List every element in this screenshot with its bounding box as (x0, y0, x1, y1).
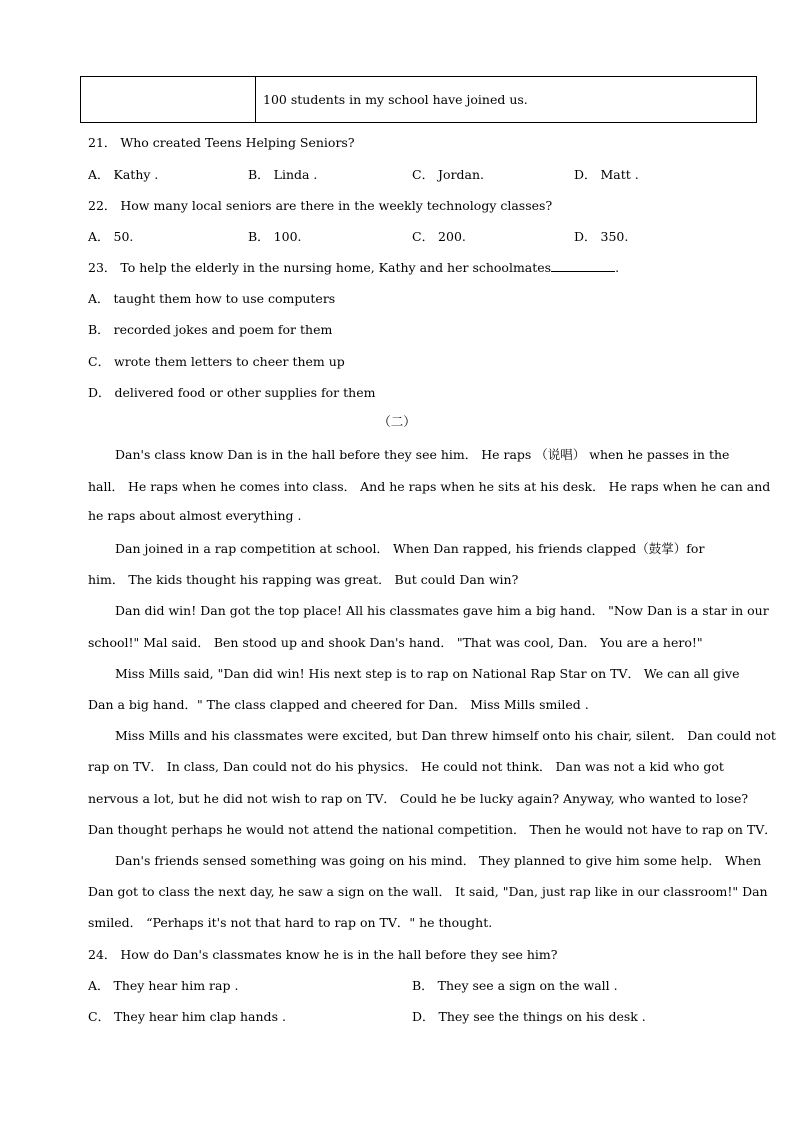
q21-option-d[interactable]: D． Matt . (574, 167, 639, 182)
question-21: 21． Who created Teens Helping Seniors? (88, 135, 355, 150)
passage-line: Dan got to class the next day, he saw a sign on the wall． It said, "Dan, just rap like in our classroom!" Dan (88, 884, 768, 899)
passage-line: Dan joined in a rap competition at school． When Dan rapped, his friends clapped（鼓掌）for (115, 541, 705, 556)
q24-option-d[interactable]: D． They see the things on his desk . (412, 1009, 646, 1024)
answer-table (80, 76, 757, 123)
passage-line: nervous a lot, but he did not wish to rap on TV． Could he be lucky again? Anyway, who wanted to lose? (88, 791, 749, 806)
q21-option-b[interactable]: B． Linda . (248, 167, 318, 182)
q23-option-d[interactable]: D． delivered food or other supplies for them (88, 385, 376, 400)
q23-option-c[interactable]: C． wrote them letters to cheer them up (88, 354, 345, 369)
passage-line: Dan's class know Dan is in the hall before they see him． He raps （说唱） when he passes in the (115, 447, 730, 462)
q22-option-c[interactable]: C． 200. (412, 229, 466, 244)
passage-line: smiled． “Perhaps it's not that hard to rap on TV．" he thought. (88, 915, 493, 930)
q23-stem: 23． To help the elderly in the nursing home, Kathy and her schoolmates (88, 260, 552, 275)
q24-option-a[interactable]: A． They hear him rap . (88, 978, 239, 993)
passage-line: he raps about almost everything . (88, 508, 302, 523)
answer-blank[interactable] (551, 261, 615, 272)
table-left-cell (81, 77, 256, 123)
q23-stem-end: . (615, 260, 620, 275)
passage-line: Miss Mills and his classmates were excited, but Dan threw himself onto his chair, silent． Dan could not (115, 728, 776, 743)
passage-line: Dan did win! Dan got the top place! All his classmates gave him a big hand． "Now Dan is a star in our (115, 603, 769, 618)
passage-line: rap on TV． In class, Dan could not do his physics． He could not think． Dan was not a kid who got (88, 759, 724, 774)
q24-option-b[interactable]: B． They see a sign on the wall . (412, 978, 618, 993)
passage-line: hall． He raps when he comes into class． And he raps when he sits at his desk． He raps when he can and (88, 479, 771, 494)
passage-line: Dan thought perhaps he would not attend the national competition． Then he would not have to rap on TV． (88, 822, 777, 837)
table-right-cell: 100 students in my school have joined us. (256, 77, 757, 123)
question-23 (88, 258, 619, 276)
q21-option-a[interactable]: A． Kathy . (88, 167, 159, 182)
question-22: 22． How many local seniors are there in the weekly technology classes? (88, 198, 553, 213)
section-title: （二） (378, 414, 416, 429)
passage-line: Dan a big hand．" The class clapped and cheered for Dan． Miss Mills smiled . (88, 697, 589, 712)
passage-line: Dan's friends sensed something was going on his mind． They planned to give him some help． When (115, 853, 762, 868)
passage-line: him． The kids thought his rapping was great． But could Dan win? (88, 572, 519, 587)
passage-line: school!" Mal said． Ben stood up and shook Dan's hand． "That was cool, Dan． You are a hero!" (88, 635, 703, 650)
q21-option-c[interactable]: C． Jordan. (412, 167, 485, 182)
q23-option-b[interactable]: B． recorded jokes and poem for them (88, 322, 333, 337)
q22-option-a[interactable]: A． 50. (88, 229, 134, 244)
q23-option-a[interactable]: A． taught them how to use computers (88, 291, 336, 306)
q22-option-b[interactable]: B． 100. (248, 229, 302, 244)
passage-line: Miss Mills said, "Dan did win! His next step is to rap on National Rap Star on TV． We can all give (115, 666, 740, 681)
q24-option-c[interactable]: C． They hear him clap hands . (88, 1009, 286, 1024)
question-24: 24． How do Dan's classmates know he is in the hall before they see him? (88, 947, 558, 962)
q22-option-d[interactable]: D． 350. (574, 229, 629, 244)
